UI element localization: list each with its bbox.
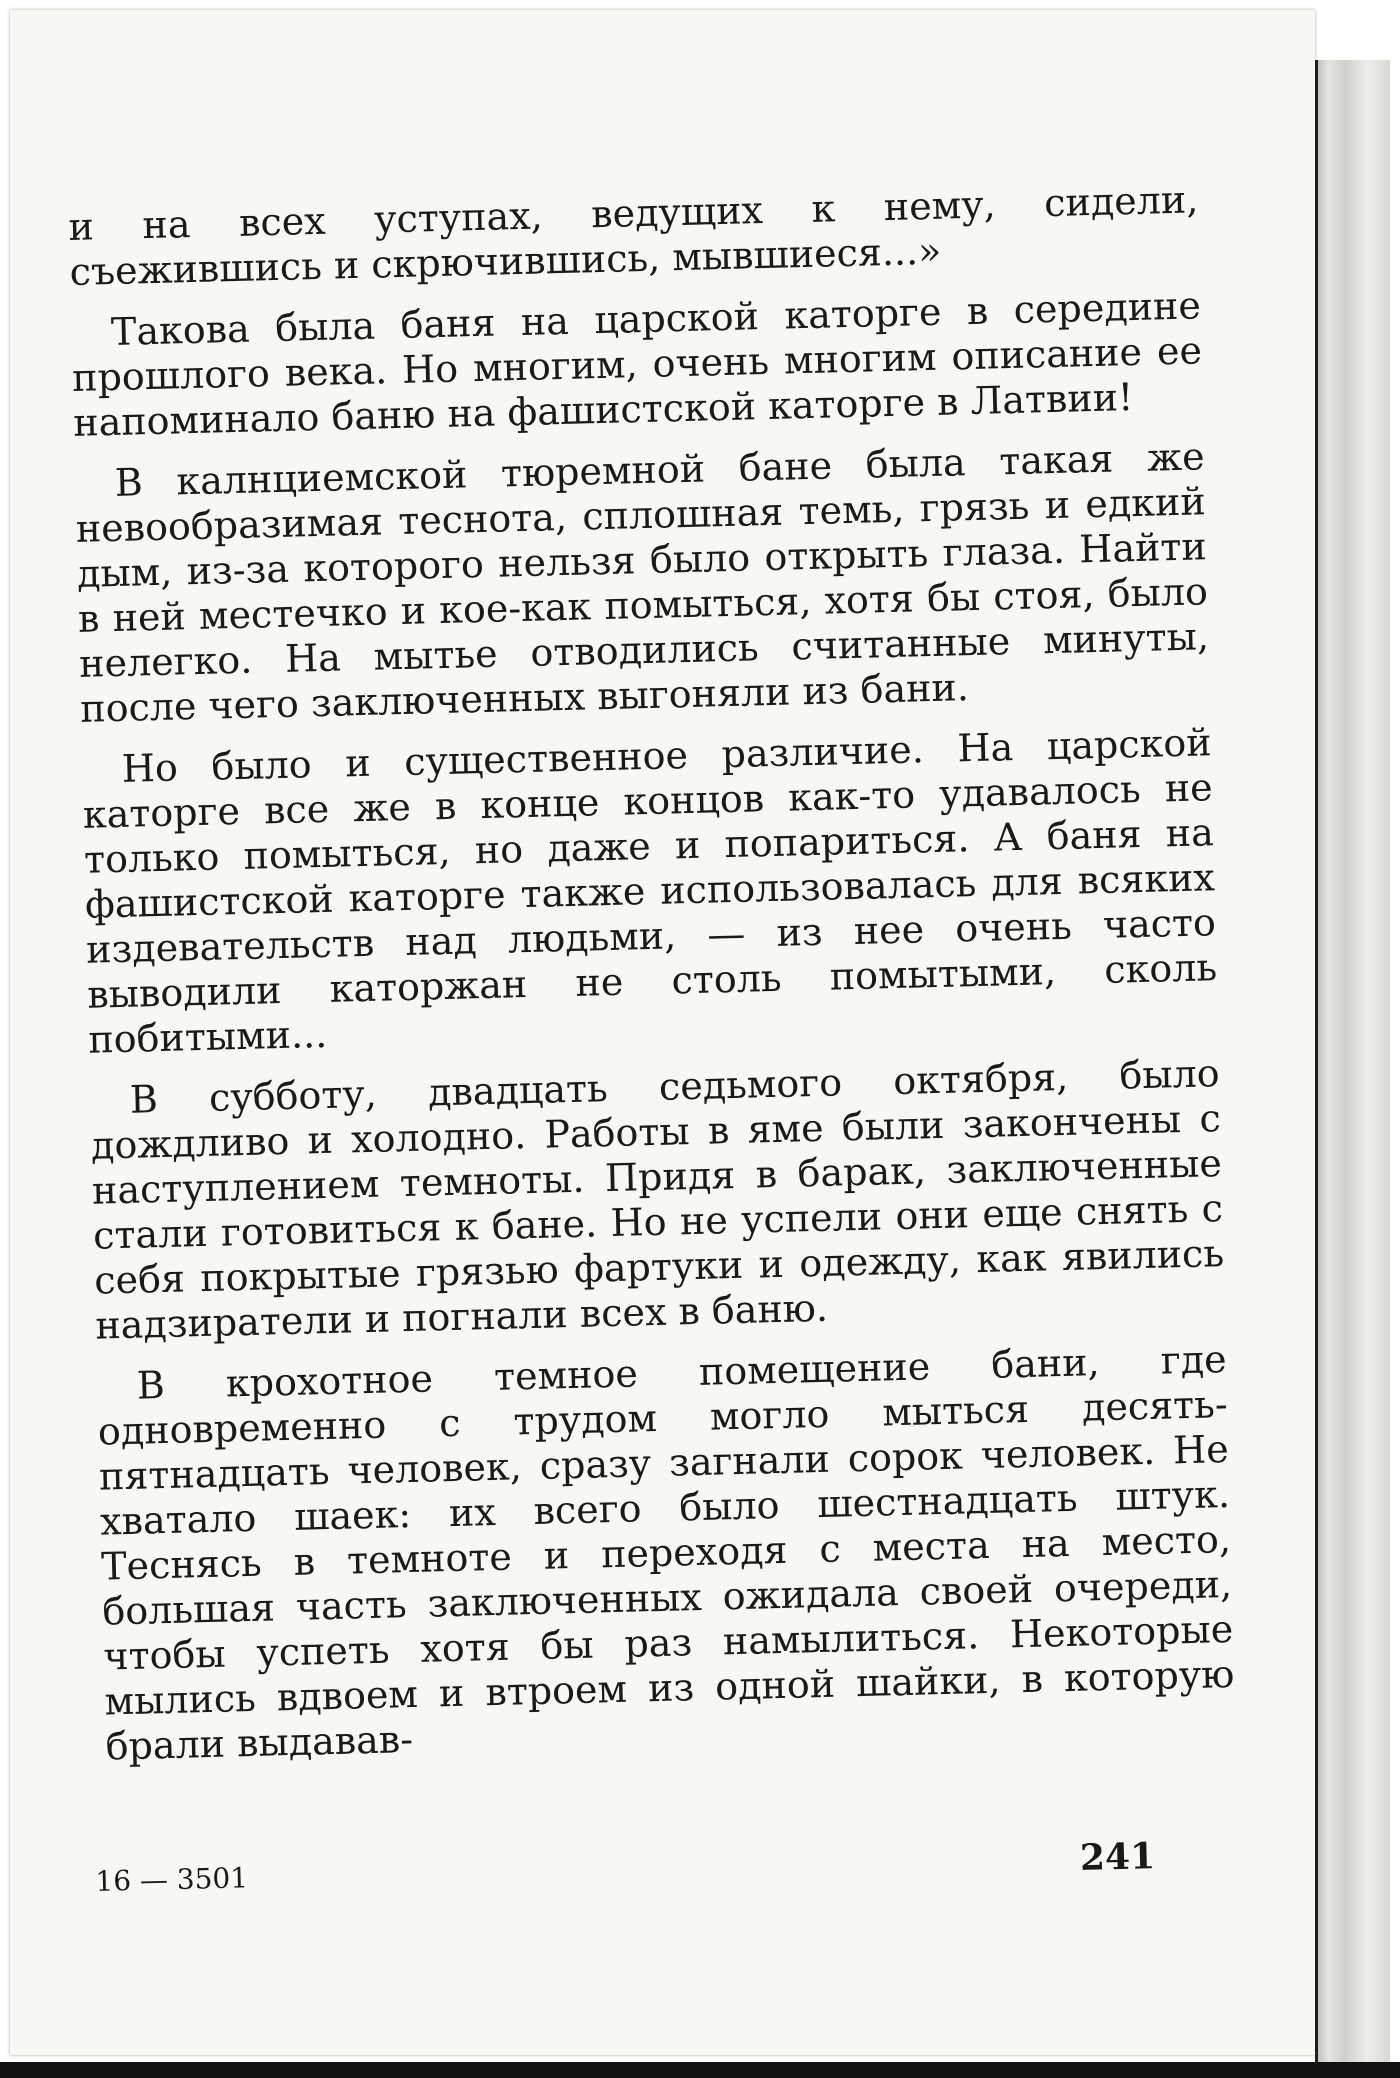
printer-signature: 16 — 3501: [95, 1861, 249, 1898]
scan-shadow: [0, 2062, 1400, 2078]
paragraph: В крохотное темное помещение бани, где одновременно с трудом могло мыться десять-пятнадцать человек, сразу загнали сорок человек. Не хватало шаек: их всего было шестнадцать штук. Теснясь в темноте и переходя с места на место, большая часть заключенных ожидала своей очереди, чтобы успеть хотя бы раз намылиться. Некоторые мылись вдвоем и втроем из одной шайки, в которую брали выдавав-: [97, 1337, 1235, 1769]
paragraph: и на всех уступах, ведущих к нему, сидели, съежившись и скрючившись, мывшиеся...»: [68, 177, 1199, 294]
paragraph: Такова была баня на царской каторге в середине прошлого века. Но многим, очень многим описание ее напоминало баню на фашистской каторге в Латвии!: [71, 283, 1203, 445]
paragraph: Но было и существенное различие. На царской каторге все же в конце концов как-то удавалось не только помыться, но даже и попариться. А баня на фашистской каторге также использовалась для всяких издевательств над людьми, — из нее очень часто выводили каторжан не столь помытыми, сколь побитыми...: [82, 720, 1218, 1062]
paragraph: В субботу, двадцать седьмого октября, было дождливо и холодно. Работы в яме были закончены с наступлением темноты. Придя в барак, заключенные стали готовиться к бане. Но не успели они еще снять с себя покрытые грязью фартуки и одежду, как явились надзиратели и погнали всех в баню.: [90, 1051, 1225, 1348]
page-number: 241: [1079, 1835, 1156, 1879]
page-stack-edge: [1315, 60, 1390, 2070]
page-body: [68, 177, 1236, 1785]
paragraph: В калнциемской тюремной бане была такая же невообразимая теснота, сплошная темь, грязь и едкий дым, из-за которого нельзя было открыть глаза. Найти в ней местечко и кое-как помыться, хотя бы стоя, было нелегко. На мытье отводились считанные минуты, после чего заключенных выгоняли из бани.: [75, 434, 1210, 731]
